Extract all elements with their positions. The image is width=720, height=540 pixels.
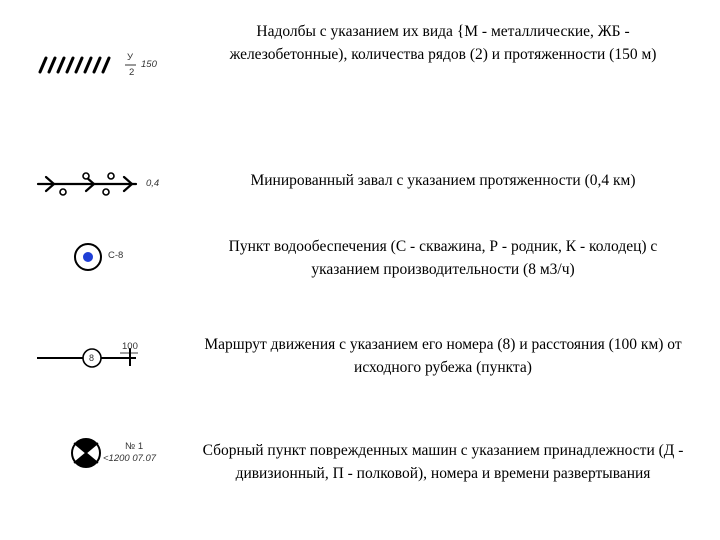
symbol-label-length: 0,4 bbox=[146, 178, 160, 189]
symbol-label-rows: 2 bbox=[129, 67, 135, 78]
legend-description: Пункт водообеспечения (С - скважина, Р - родник, К - колодец) с указанием производительности (8 м3/ч) bbox=[228, 238, 658, 278]
symbol-label-type: У bbox=[127, 52, 134, 63]
symbol-label-length: 150 bbox=[141, 59, 157, 70]
damaged-vehicle-collection-point-symbol bbox=[0, 435, 200, 515]
collection-point-number-label: № 1 bbox=[125, 441, 144, 452]
legend-row-mined-obstacle bbox=[0, 160, 720, 210]
symbol-label-code: С-8 bbox=[108, 250, 124, 261]
legend-description: Сборный пункт поврежденных машин с указанием принадлежности (Д - дивизионный, П - полковой), номера и времени развертывания bbox=[202, 442, 684, 482]
movement-route-symbol bbox=[0, 333, 200, 388]
legend-row-dragon-teeth bbox=[0, 20, 720, 120]
legend-description: Маршрут движения с указанием его номера (8) и расстояния (100 км) от исходного рубежа (пункта) bbox=[204, 336, 682, 376]
water-supply-point-symbol bbox=[0, 233, 200, 288]
legend-row-water-supply-point bbox=[0, 233, 720, 288]
collection-point-time-label: <1200 07.07 bbox=[103, 453, 157, 464]
legend-description: Минированный завал с указанием протяженности (0,4 км) bbox=[250, 172, 636, 189]
route-number-label: 8 bbox=[89, 353, 95, 363]
mined-obstacle-symbol bbox=[0, 160, 200, 210]
dragon-teeth-symbol bbox=[0, 20, 200, 120]
legend-row-movement-route bbox=[0, 333, 720, 388]
legend-description: Надолбы с указанием их вида {М - металлические, ЖБ - железобетонные), количества рядов (2) и протяженности (150 м) bbox=[229, 23, 657, 63]
route-distance-label: 100 bbox=[122, 341, 138, 352]
legend-row-damaged-vehicle-point bbox=[0, 435, 720, 515]
